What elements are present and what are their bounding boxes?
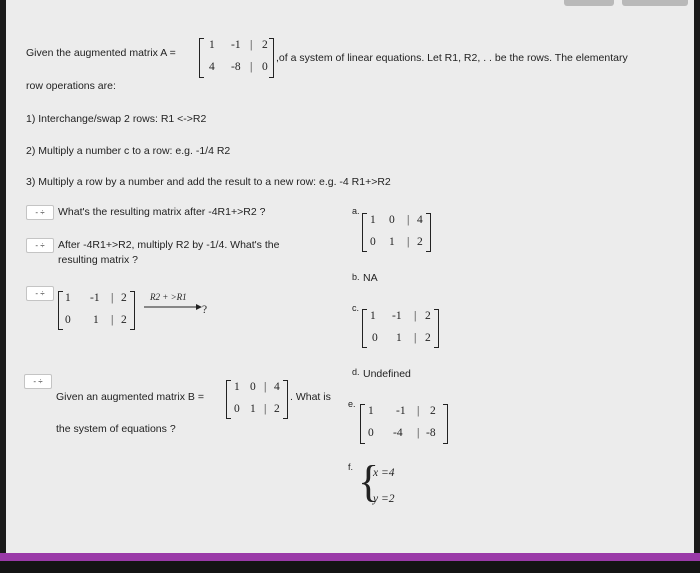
question-2-text: After -4R1+>R2, multiply R2 by -1/4. What's the <box>58 239 280 251</box>
answer-b-text: NA <box>363 272 378 284</box>
intro-text: Given the augmented matrix A = <box>26 47 176 59</box>
bottom-bar <box>0 553 700 573</box>
answer-b-label: b. <box>352 272 360 282</box>
answer-c-label: c. <box>352 303 360 313</box>
save-answer-button[interactable] <box>622 0 688 6</box>
answer-a-label: a. <box>352 206 360 216</box>
question-4-text: Given an augmented matrix B = <box>56 391 204 403</box>
answer-e-label: e. <box>348 399 356 409</box>
question-2-text-line2: resulting matrix ? <box>58 254 138 266</box>
arrow-icon <box>142 303 204 311</box>
intro-text-cont: ,of a system of linear equations. Let R1, R2, . . be the rows. The elementary <box>276 52 628 64</box>
question-1-text: What's the resulting matrix after -4R1+>R2 ? <box>58 206 266 218</box>
question-4-text-cont: . What is <box>290 391 331 403</box>
points-button[interactable] <box>564 0 614 6</box>
question-page: Given the augmented matrix A = 1 -1 | 2 4 -8 | 0 ,of a system of linear equations. Let R1, R2, . . be the rows. The elementary row operations are: 1) Interchange/swap 2 rows: R1 <->R2 2) Multiply a number c to a row: e.g. -1/4 R2 3) Multiply a row by a number and add the result to a new row: e.g. -4 R1+>R2 - ÷ What's the resulting matrix after -4R1+>R2 ? - ÷ After -4R1+>R2, multiply R2 by -1/4. What's the resulting matrix ? - ÷ 1 -1 | 2 0 1 | 2 R2 + >R1 ? - ÷ Given an augmented matrix B = 1 0 | 4 0 1 | 2 . What is the system of equations ? a. 1 0 | 4 0 1 | 2 b. NA c. 1 -1 | 2 0 1 | 2 d. Undefined e. 1 -1 | 2 0 -4 | -8 f. { x =4 y =2 <box>6 0 694 553</box>
answer-select-q3[interactable]: - ÷ <box>26 286 54 301</box>
answer-d-label: d. <box>352 367 360 377</box>
arrow-label: R2 + >R1 <box>150 292 187 302</box>
answer-select-q1[interactable]: - ÷ <box>26 205 54 220</box>
answer-select-q2[interactable]: - ÷ <box>26 238 54 253</box>
answer-d-text: Undefined <box>363 368 411 380</box>
answer-f-label: f. <box>348 462 354 472</box>
question-3-qmark: ? <box>202 304 208 316</box>
answer-select-q4[interactable]: - ÷ <box>24 374 52 389</box>
question-4-text-line2: the system of equations ? <box>56 423 176 435</box>
operation-2: 2) Multiply a number c to a row: e.g. -1/4 R2 <box>26 145 231 157</box>
intro-text-line2: row operations are: <box>26 80 116 92</box>
operation-3: 3) Multiply a row by a number and add the result to a new row: e.g. -4 R1+>R2 <box>26 176 391 188</box>
operation-1: 1) Interchange/swap 2 rows: R1 <->R2 <box>26 113 207 125</box>
